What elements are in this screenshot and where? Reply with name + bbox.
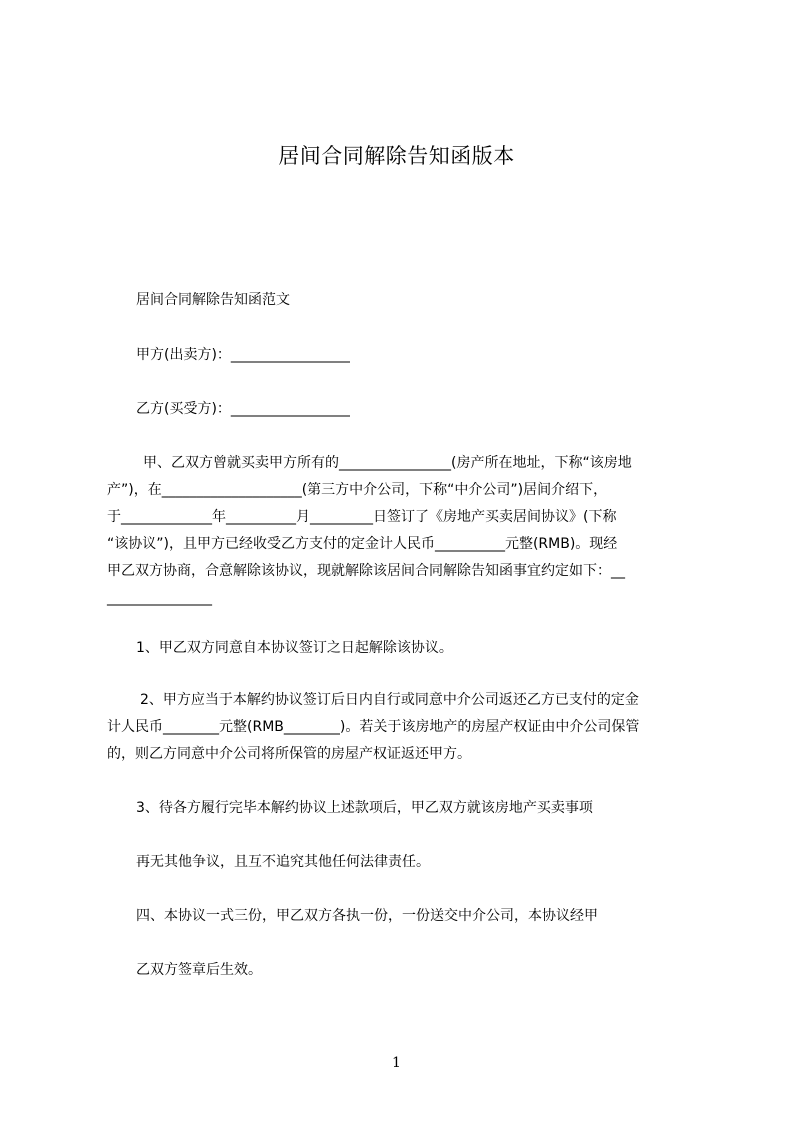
- document-subtitle: 居间合同解除告知函范文: [136, 292, 290, 308]
- party-a-line: 甲方(出卖方)：_________________: [136, 347, 350, 363]
- clause-2-line: 2、甲方应当于本解约协议签订后日内自行或同意中介公司返还乙方已支付的定金: [140, 692, 639, 708]
- page-number: 1: [392, 1055, 401, 1071]
- preamble-line: 于_____________年__________月_________日签订了《房地产买卖居间协议》(下称: [107, 509, 617, 525]
- clause-4-line: 四、本协议一式三份，甲乙双方各执一份，一份送交中介公司，本协议经甲: [136, 908, 598, 924]
- clause-2-line: 的，则乙方同意中介公司将所保管的房屋产权证返还甲方。: [107, 746, 471, 762]
- preamble-line: 甲乙双方协商，合意解除该协议，现就解除该居间合同解除告知函事宜约定如下：__: [107, 563, 625, 579]
- clause-4-line: 乙双方签章后生效。: [136, 962, 262, 978]
- clause-2-line: 计人民币________元整(RMB________)。若关于该房地产的房屋产权证由中介公司保管: [107, 719, 640, 735]
- preamble-line: “该协议”)，且甲方已经收受乙方支付的定金计人民币__________元整(RMB)。现经: [107, 536, 618, 552]
- clause-1: 1、甲乙双方同意自本协议签订之日起解除该协议。: [136, 640, 453, 656]
- party-b-line: 乙方(买受方)：_________________: [136, 401, 350, 417]
- preamble-line: _______________: [107, 590, 212, 606]
- document-title: 居间合同解除告知函版本: [278, 144, 515, 168]
- clause-3-line: 再无其他争议，且互不追究其他任何法律责任。: [136, 854, 430, 870]
- clause-3-line: 3、待各方履行完毕本解约协议上述款项后，甲乙双方就该房地产买卖事项: [136, 800, 593, 816]
- preamble-line: 产”)，在____________________(第三方中介公司，下称“中介公司”)居间介绍下，: [107, 482, 608, 498]
- preamble-line: 甲、乙双方曾就买卖甲方所有的________________(房产所在地址，下称“该房地: [143, 455, 632, 471]
